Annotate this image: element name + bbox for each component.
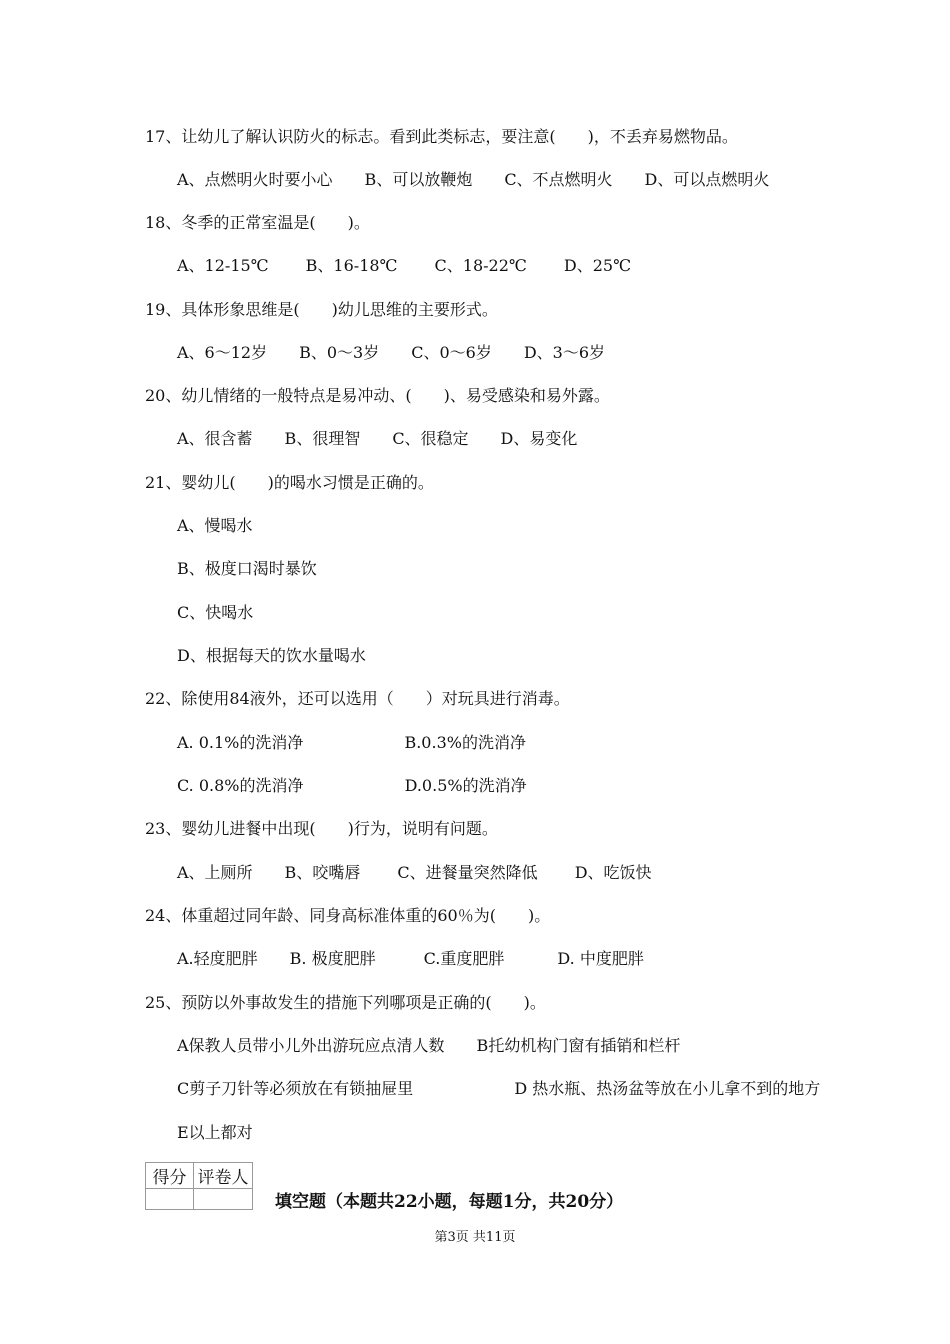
question-25: 25、预防以外事故发生的措施下列哪项是正确的( )。 [145, 993, 546, 1012]
question-25-options-cd: C剪子刀针等必须放在有锁抽屉里 D 热水瓶、热汤盆等放在小儿拿不到的地方 [177, 1079, 821, 1098]
question-20: 20、幼儿情绪的一般特点是易冲动、( )、易受感染和易外露。 [145, 386, 610, 405]
question-21-option-b: B、极度口渴时暴饮 [177, 559, 317, 578]
question-22-options-ab: A. 0.1%的洗消净 B.0.3%的洗消净 [177, 733, 526, 752]
question-19-options: A、6～12岁 B、0～3岁 C、0～6岁 D、3～6岁 [177, 343, 606, 362]
section-title: 填空题（本题共22小题，每题1分，共20分） [275, 1192, 624, 1212]
question-24-options: A.轻度肥胖 B. 极度肥胖 C.重度肥胖 D. 中度肥胖 [177, 949, 644, 968]
page-footer: 第3页 共11页 [434, 1230, 516, 1245]
question-25-options-ab: A保教人员带小儿外出游玩应点清人数 B托幼机构门窗有插销和栏杆 [177, 1036, 681, 1055]
question-18-options: A、12-15℃ B、16-18℃ C、18-22℃ D、25℃ [177, 256, 631, 275]
question-20-options: A、很含蓄 B、很理智 C、很稳定 D、易变化 [177, 429, 578, 448]
question-21: 21、婴幼儿( )的喝水习惯是正确的。 [145, 473, 434, 492]
question-23: 23、婴幼儿进餐中出现( )行为，说明有问题。 [145, 819, 498, 838]
question-21-option-c: C、快喝水 [177, 603, 254, 622]
question-23-options: A、上厕所 B、咬嘴唇 C、进餐量突然降低 D、吃饭快 [177, 863, 652, 882]
score-cell [146, 1189, 194, 1210]
question-25-option-e: E以上都对 [177, 1123, 253, 1142]
score-table [145, 1162, 253, 1210]
question-24: 24、体重超过同年龄、同身高标准体重的60％为( )。 [145, 906, 551, 925]
grader-label: 评卷人 [194, 1163, 253, 1189]
question-21-option-d: D、根据每天的饮水量喝水 [177, 646, 366, 665]
question-22: 22、除使用84液外，还可以选用（ ）对玩具进行消毒。 [145, 689, 570, 708]
question-22-options-cd: C. 0.8%的洗消净 D.0.5%的洗消净 [177, 776, 527, 795]
question-17-options: A、点燃明火时要小心 B、可以放鞭炮 C、不点燃明火 D、可以点燃明火 [177, 170, 770, 189]
question-17: 17、让幼儿了解认识防火的标志。看到此类标志，要注意( )，不丢弃易燃物品。 [145, 127, 738, 146]
question-19: 19、具体形象思维是( )幼儿思维的主要形式。 [145, 300, 498, 319]
question-21-option-a: A、慢喝水 [177, 516, 253, 535]
question-18: 18、冬季的正常室温是( )。 [145, 213, 370, 232]
score-label: 得分 [146, 1163, 194, 1189]
grader-cell [194, 1189, 253, 1210]
